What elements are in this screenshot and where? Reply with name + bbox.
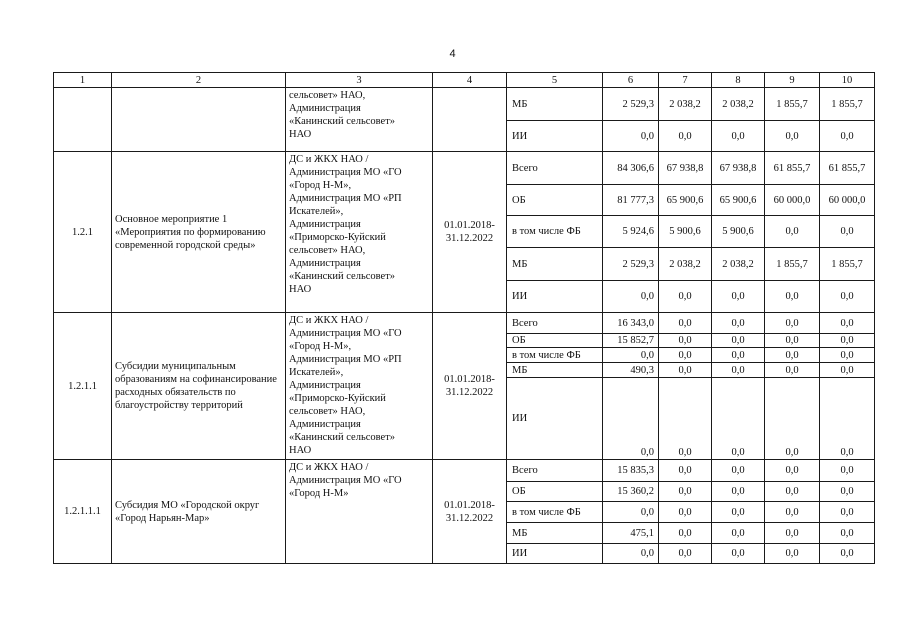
value-cell: 490,3 bbox=[603, 363, 659, 378]
item-code: 1.2.1.1.1 bbox=[54, 460, 112, 564]
value-cell: 5 924,6 bbox=[603, 216, 659, 248]
value-cell: 0,0 bbox=[820, 378, 875, 460]
value-cell: 1 855,7 bbox=[820, 248, 875, 281]
value-cell: 0,0 bbox=[765, 216, 820, 248]
item-name: Основное мероприятие 1 «Мероприятия по формированию современной городской среды» bbox=[112, 152, 286, 313]
value-cell: 0,0 bbox=[712, 121, 765, 152]
executor-line: Администрация bbox=[289, 380, 361, 391]
executor-line: «Город Н-М», bbox=[289, 180, 352, 191]
value-cell: 0,0 bbox=[765, 334, 820, 348]
column-number-header bbox=[54, 73, 875, 88]
column-header: 9 bbox=[765, 73, 820, 88]
funding-source: ОБ bbox=[507, 185, 603, 216]
value-cell: 81 777,3 bbox=[603, 185, 659, 216]
executor-line: сельсовет» НАО, bbox=[289, 245, 366, 256]
value-cell: 0,0 bbox=[712, 502, 765, 523]
value-cell: 0,0 bbox=[712, 313, 765, 334]
executor-line: «Приморско-Куйский bbox=[289, 393, 386, 404]
item-name: Субсидия МО «Городской округ «Город Нарьян-Мар» bbox=[112, 460, 286, 564]
value-cell: 0,0 bbox=[820, 544, 875, 564]
executor-line: Администрация МО «ГО bbox=[289, 167, 402, 178]
value-cell: 0,0 bbox=[603, 121, 659, 152]
column-header: 6 bbox=[603, 73, 659, 88]
value-cell: 65 900,6 bbox=[659, 185, 712, 216]
item-code bbox=[54, 88, 112, 152]
budget-table bbox=[53, 72, 875, 564]
value-cell: 15 835,3 bbox=[603, 460, 659, 482]
value-cell: 0,0 bbox=[659, 348, 712, 363]
value-cell: 2 529,3 bbox=[603, 88, 659, 121]
value-cell: 0,0 bbox=[659, 121, 712, 152]
value-cell: 15 360,2 bbox=[603, 482, 659, 502]
column-header: 2 bbox=[112, 73, 286, 88]
column-header: 7 bbox=[659, 73, 712, 88]
table-row bbox=[54, 460, 875, 482]
funding-source: в том числе ФБ bbox=[507, 502, 603, 523]
executor-line: сельсовет» НАО, bbox=[289, 406, 366, 417]
value-cell: 0,0 bbox=[820, 216, 875, 248]
executor-line: Администрация bbox=[289, 219, 361, 230]
value-cell: 0,0 bbox=[765, 121, 820, 152]
value-cell: 0,0 bbox=[603, 502, 659, 523]
value-cell: 0,0 bbox=[765, 544, 820, 564]
executor-line: Администрация МО «ГО bbox=[289, 328, 402, 339]
table-row bbox=[54, 313, 875, 334]
value-cell: 0,0 bbox=[820, 460, 875, 482]
value-cell: 0,0 bbox=[659, 378, 712, 460]
value-cell: 1 855,7 bbox=[765, 88, 820, 121]
value-cell: 60 000,0 bbox=[820, 185, 875, 216]
executor-line: НАО bbox=[289, 445, 312, 456]
value-cell: 0,0 bbox=[659, 313, 712, 334]
value-cell: 0,0 bbox=[765, 363, 820, 378]
period: 01.01.2018-31.12.2022 bbox=[433, 152, 507, 313]
value-cell: 0,0 bbox=[765, 482, 820, 502]
value-cell: 84 306,6 bbox=[603, 152, 659, 185]
executor-line: Администрация МО «РП bbox=[289, 354, 402, 365]
value-cell: 0,0 bbox=[765, 378, 820, 460]
funding-source: МБ bbox=[507, 363, 603, 378]
value-cell: 0,0 bbox=[820, 121, 875, 152]
value-cell: 2 038,2 bbox=[712, 88, 765, 121]
value-cell: 0,0 bbox=[659, 502, 712, 523]
value-cell: 2 038,2 bbox=[659, 88, 712, 121]
value-cell: 0,0 bbox=[712, 281, 765, 313]
value-cell: 65 900,6 bbox=[712, 185, 765, 216]
item-code: 1.2.1.1 bbox=[54, 313, 112, 460]
value-cell: 0,0 bbox=[712, 523, 765, 544]
value-cell: 0,0 bbox=[659, 334, 712, 348]
value-cell: 15 852,7 bbox=[603, 334, 659, 348]
period bbox=[433, 88, 507, 152]
value-cell: 0,0 bbox=[765, 502, 820, 523]
period: 01.01.2018-31.12.2022 bbox=[433, 460, 507, 564]
table-row bbox=[54, 152, 875, 185]
value-cell: 1 855,7 bbox=[765, 248, 820, 281]
executor-line: «Канинский сельсовет» bbox=[289, 116, 396, 127]
funding-source: Всего bbox=[507, 460, 603, 482]
column-header: 4 bbox=[433, 73, 507, 88]
executor-line: «Канинский сельсовет» bbox=[289, 271, 396, 282]
funding-source: МБ bbox=[507, 88, 603, 121]
value-cell: 0,0 bbox=[659, 281, 712, 313]
executor-line: Администрация bbox=[289, 103, 361, 114]
value-cell: 0,0 bbox=[659, 482, 712, 502]
executor-line: ДС и ЖКХ НАО / bbox=[289, 462, 369, 473]
executor-cell bbox=[286, 313, 433, 460]
executor-cell bbox=[286, 460, 433, 564]
value-cell: 0,0 bbox=[820, 363, 875, 378]
executor-line: Искателей», bbox=[289, 367, 344, 378]
funding-source: в том числе ФБ bbox=[507, 348, 603, 363]
value-cell: 0,0 bbox=[603, 348, 659, 363]
executor-line: Администрация bbox=[289, 419, 361, 430]
value-cell: 0,0 bbox=[712, 378, 765, 460]
value-cell: 60 000,0 bbox=[765, 185, 820, 216]
executor-line: «Канинский сельсовет» bbox=[289, 432, 396, 443]
value-cell: 475,1 bbox=[603, 523, 659, 544]
executor-line: Администрация МО «ГО bbox=[289, 475, 402, 486]
value-cell: 0,0 bbox=[765, 460, 820, 482]
funding-source: в том числе ФБ bbox=[507, 216, 603, 248]
value-cell: 0,0 bbox=[712, 544, 765, 564]
executor-line: ДС и ЖКХ НАО / bbox=[289, 315, 369, 326]
funding-source: Всего bbox=[507, 313, 603, 334]
value-cell: 0,0 bbox=[712, 334, 765, 348]
funding-source: ИИ bbox=[507, 378, 603, 460]
value-cell: 0,0 bbox=[659, 460, 712, 482]
funding-source: Всего bbox=[507, 152, 603, 185]
value-cell: 0,0 bbox=[712, 460, 765, 482]
value-cell: 0,0 bbox=[820, 482, 875, 502]
executor-cell bbox=[286, 152, 433, 313]
value-cell: 0,0 bbox=[603, 544, 659, 564]
value-cell: 0,0 bbox=[659, 544, 712, 564]
executor-line: «Город Н-М», bbox=[289, 341, 352, 352]
column-header: 5 bbox=[507, 73, 603, 88]
table-row bbox=[54, 88, 875, 121]
period: 01.01.2018-31.12.2022 bbox=[433, 313, 507, 460]
value-cell: 0,0 bbox=[659, 523, 712, 544]
value-cell: 67 938,8 bbox=[712, 152, 765, 185]
executor-line: ДС и ЖКХ НАО / bbox=[289, 154, 369, 165]
value-cell: 0,0 bbox=[603, 281, 659, 313]
column-header: 1 bbox=[54, 73, 112, 88]
value-cell: 0,0 bbox=[712, 482, 765, 502]
item-name bbox=[112, 88, 286, 152]
executor-line: Искателей», bbox=[289, 206, 344, 217]
column-header: 3 bbox=[286, 73, 433, 88]
value-cell: 0,0 bbox=[765, 313, 820, 334]
value-cell: 0,0 bbox=[603, 378, 659, 460]
executor-line: Администрация bbox=[289, 258, 361, 269]
funding-source: ИИ bbox=[507, 544, 603, 564]
value-cell: 0,0 bbox=[765, 348, 820, 363]
page-number: 4 bbox=[449, 48, 456, 60]
value-cell: 0,0 bbox=[820, 334, 875, 348]
value-cell: 5 900,6 bbox=[712, 216, 765, 248]
value-cell: 16 343,0 bbox=[603, 313, 659, 334]
value-cell: 0,0 bbox=[820, 523, 875, 544]
funding-source: МБ bbox=[507, 248, 603, 281]
value-cell: 67 938,8 bbox=[659, 152, 712, 185]
value-cell: 5 900,6 bbox=[659, 216, 712, 248]
value-cell: 2 529,3 bbox=[603, 248, 659, 281]
value-cell: 0,0 bbox=[820, 348, 875, 363]
funding-source: ИИ bbox=[507, 281, 603, 313]
item-name: Субсидии муниципальным образованиям на софинансирование расходных обязательств по благоустройству территорий bbox=[112, 313, 286, 460]
column-header: 10 bbox=[820, 73, 875, 88]
value-cell: 0,0 bbox=[765, 523, 820, 544]
funding-source: МБ bbox=[507, 523, 603, 544]
funding-source: ОБ bbox=[507, 334, 603, 348]
value-cell: 0,0 bbox=[712, 363, 765, 378]
executor-line: Администрация МО «РП bbox=[289, 193, 402, 204]
funding-source: ИИ bbox=[507, 121, 603, 152]
executor-line: НАО bbox=[289, 129, 312, 140]
value-cell: 0,0 bbox=[765, 281, 820, 313]
executor-cell bbox=[286, 88, 433, 152]
funding-source: ОБ bbox=[507, 482, 603, 502]
value-cell: 0,0 bbox=[712, 348, 765, 363]
executor-line: «Приморско-Куйский bbox=[289, 232, 386, 243]
column-header: 8 bbox=[712, 73, 765, 88]
value-cell: 0,0 bbox=[820, 313, 875, 334]
value-cell: 61 855,7 bbox=[820, 152, 875, 185]
item-code: 1.2.1 bbox=[54, 152, 112, 313]
value-cell: 2 038,2 bbox=[712, 248, 765, 281]
executor-line: НАО bbox=[289, 284, 312, 295]
value-cell: 0,0 bbox=[820, 281, 875, 313]
executor-line: сельсовет» НАО, bbox=[289, 90, 366, 101]
value-cell: 0,0 bbox=[659, 363, 712, 378]
value-cell: 2 038,2 bbox=[659, 248, 712, 281]
value-cell: 0,0 bbox=[820, 502, 875, 523]
value-cell: 61 855,7 bbox=[765, 152, 820, 185]
executor-line: «Город Н-М» bbox=[289, 488, 349, 499]
value-cell: 1 855,7 bbox=[820, 88, 875, 121]
